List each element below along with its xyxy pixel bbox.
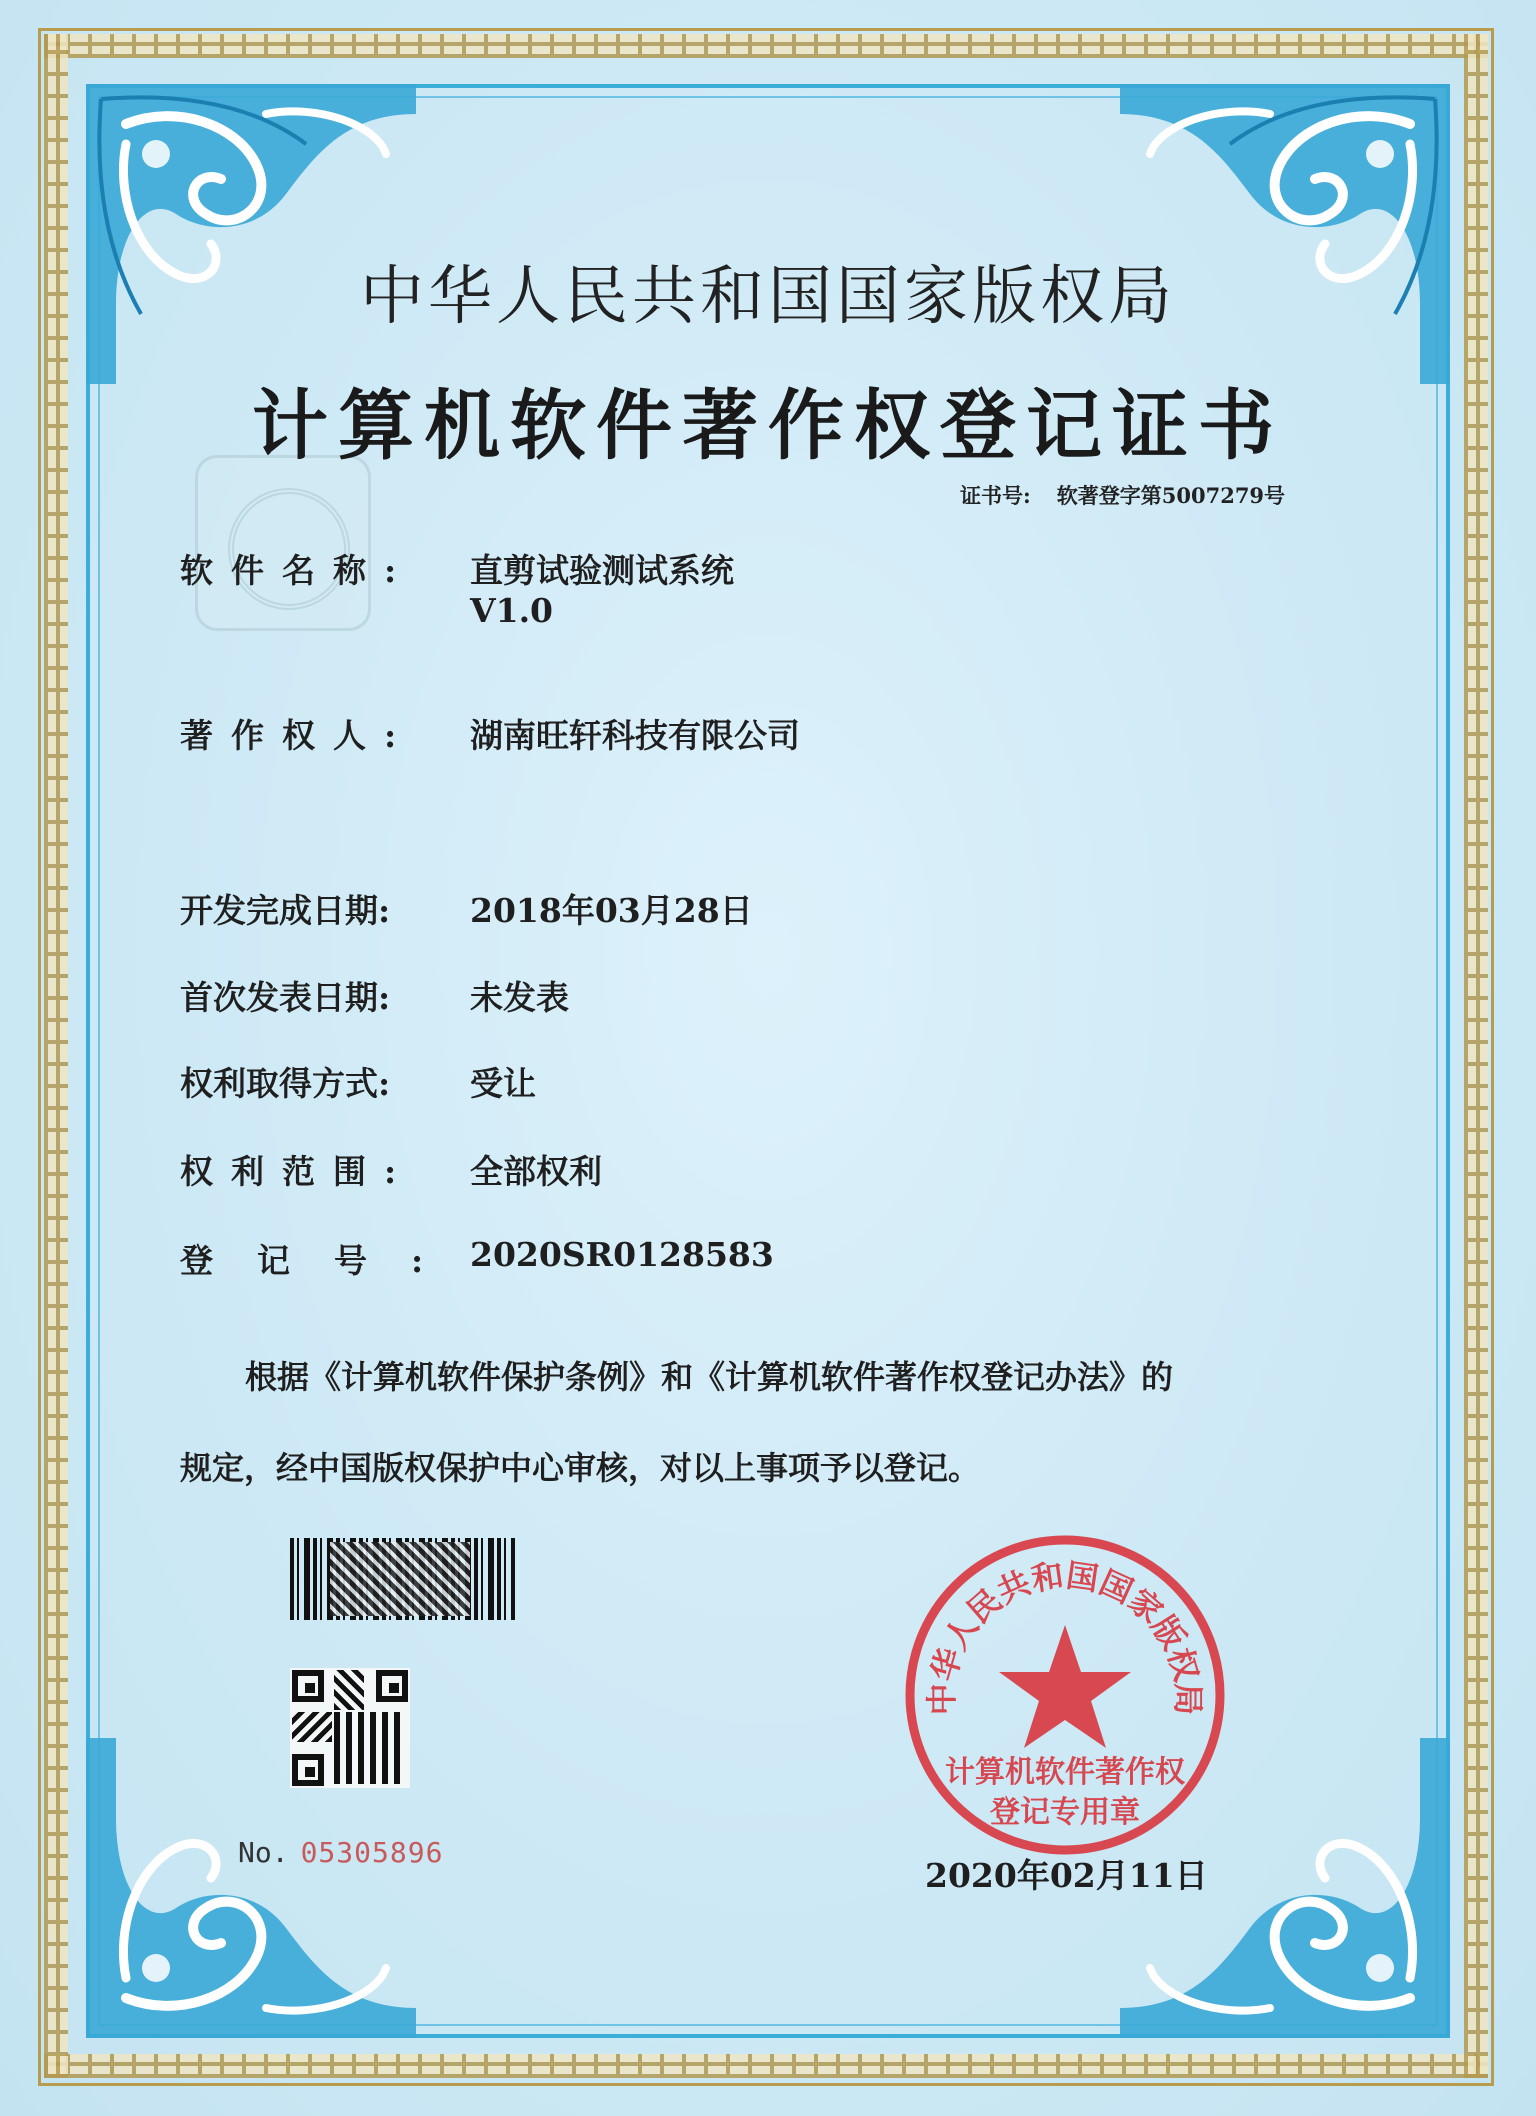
- software-name-label: 软件名称:: [180, 551, 415, 590]
- software-name-value: 直剪试验测试系统: [470, 551, 734, 590]
- copyright-owner-label: 著作权人:: [180, 716, 415, 755]
- first-publication-label: 首次发表日期:: [180, 978, 391, 1017]
- greek-key-border-bottom: [44, 2054, 1488, 2078]
- barcode: [290, 1538, 515, 1620]
- issuing-agency: 中华人民共和国国家版权局: [360, 260, 1176, 334]
- acquisition-method-value: 受让: [470, 1064, 536, 1103]
- registration-number-label: 登记号:: [180, 1241, 468, 1280]
- certificate-number: [960, 480, 1311, 510]
- acquisition-method-label: 权利取得方式:: [180, 1064, 391, 1103]
- serial-value: 05305896: [300, 1836, 444, 1869]
- watermark-emblem: [195, 455, 371, 631]
- seal-inner-line-1: 计算机软件著作权: [945, 1755, 1185, 1790]
- statement-line-2: 规定，经中国版权保护中心审核，对以上事项予以登记。: [180, 1449, 981, 1487]
- statement-line-1: 根据《计算机软件保护条例》和《计算机软件著作权登记办法》的: [245, 1358, 1174, 1396]
- completion-date-value: 2018年03月28日: [470, 891, 753, 930]
- seal-inner-line-2: 登记专用章: [990, 1795, 1140, 1830]
- completion-date-label: 开发完成日期:: [180, 891, 391, 930]
- certificate-number-label: 证书号:: [960, 483, 1031, 508]
- greek-key-border-right: [1464, 34, 1488, 2078]
- official-seal: [900, 1530, 1230, 1860]
- qr-code: [290, 1668, 410, 1788]
- corner-ornament-top-left: [86, 84, 416, 384]
- corner-ornament-top-right: [1120, 84, 1450, 384]
- copyright-owner-value: 湖南旺轩科技有限公司: [470, 716, 800, 755]
- registration-number-value: 2020SR0128583: [470, 1235, 774, 1274]
- serial-number: [238, 1836, 443, 1869]
- greek-key-border-top: [44, 34, 1488, 58]
- rights-scope-label: 权利范围:: [180, 1152, 415, 1191]
- certificate-title: 计算机软件著作权登记证书: [252, 381, 1284, 470]
- certificate-number-value: 软著登字第5007279号: [1056, 483, 1286, 508]
- greek-key-border-left: [44, 34, 68, 2078]
- rights-scope-value: 全部权利: [470, 1152, 602, 1191]
- software-version-value: V1.0: [470, 591, 554, 630]
- issue-date: 2020年02月11日: [925, 1856, 1208, 1895]
- seal-outer-text: 中华人民共和国国家版权局: [922, 1556, 1208, 1716]
- serial-prefix: No.: [238, 1836, 289, 1869]
- first-publication-value: 未发表: [470, 978, 569, 1017]
